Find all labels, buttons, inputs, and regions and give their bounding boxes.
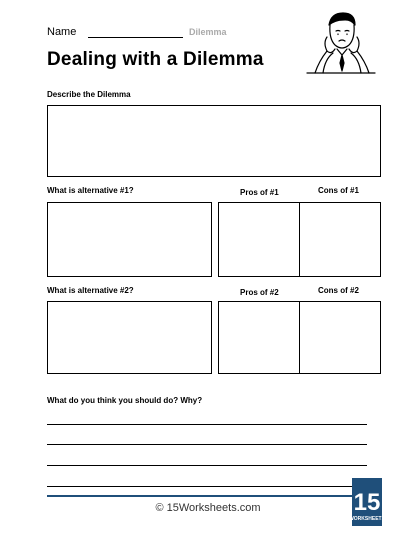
cons-1-label: Cons of #1: [318, 186, 359, 195]
subject-label: Dilemma: [189, 27, 227, 37]
footer-divider: [47, 495, 352, 497]
name-label: Name: [47, 26, 77, 38]
copyright-icon: ©: [155, 502, 164, 515]
alternative-2-box[interactable]: [47, 301, 212, 374]
describe-dilemma-box[interactable]: [47, 105, 381, 177]
decision-label: What do you think you should do? Why?: [47, 396, 203, 405]
alternative-1-label: What is alternative #1?: [47, 186, 134, 195]
worksheets-logo-badge: [349, 478, 385, 526]
writing-line[interactable]: [47, 424, 367, 425]
thinking-man-illustration: [305, 7, 377, 79]
writing-line[interactable]: [47, 444, 367, 445]
describe-dilemma-label: Describe the Dilemma: [47, 90, 131, 99]
alternative-1-box[interactable]: [47, 202, 212, 277]
footer-site-name: 15Worksheets.com: [166, 502, 261, 515]
svg-text:WORKSHEETS: WORKSHEETS: [349, 516, 385, 522]
cons-2-label: Cons of #2: [318, 286, 359, 295]
pros-2-box[interactable]: [218, 301, 300, 374]
cons-2-box[interactable]: [299, 301, 381, 374]
cons-1-box[interactable]: [299, 202, 381, 277]
pros-2-label: Pros of #2: [240, 288, 279, 297]
pros-1-label: Pros of #1: [240, 188, 279, 197]
alternative-2-label: What is alternative #2?: [47, 286, 134, 295]
writing-line[interactable]: [47, 465, 367, 466]
svg-text:15: 15: [353, 489, 381, 516]
page-title: Dealing with a Dilemma: [47, 49, 264, 70]
writing-line[interactable]: [47, 486, 367, 487]
pros-1-box[interactable]: [218, 202, 300, 277]
name-line[interactable]: [88, 37, 183, 38]
